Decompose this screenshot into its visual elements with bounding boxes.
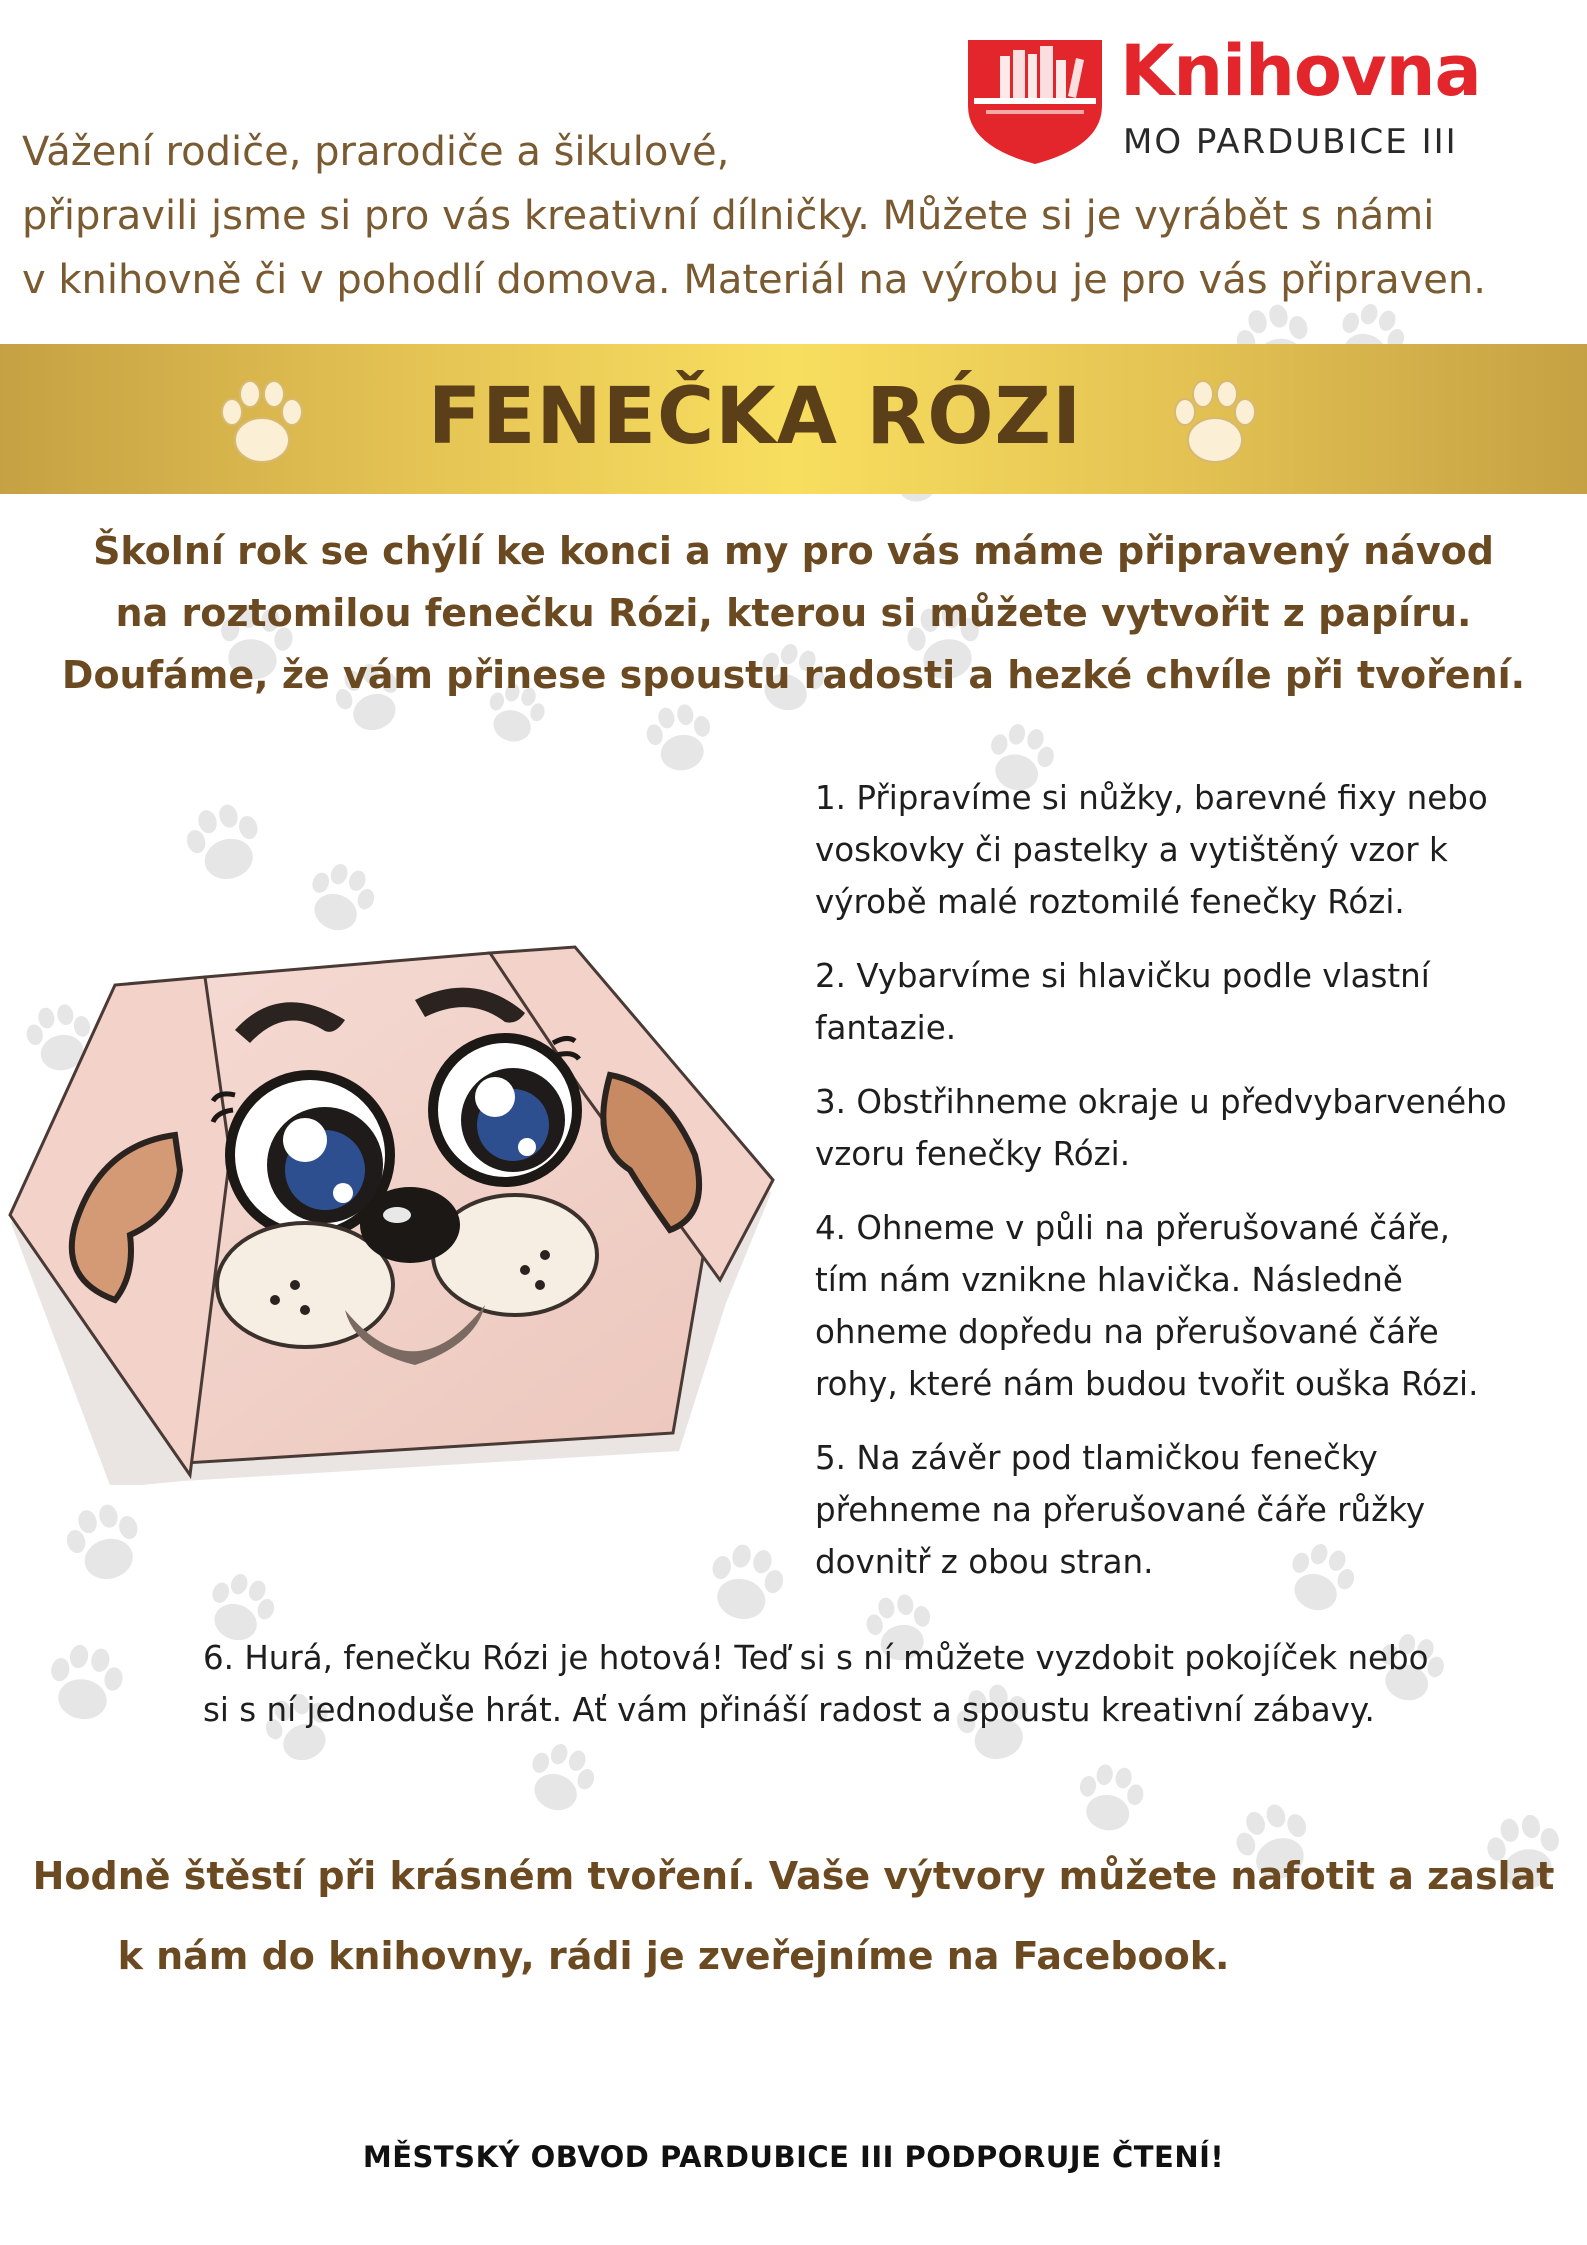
paw-icon (33, 1633, 137, 1737)
paw-icon (50, 1490, 160, 1600)
step-line: si s ní jednoduše hrát. Ať vám přináší radost a spoustu kreativní zábavy. (203, 1691, 1375, 1729)
step-6 (203, 1632, 1429, 1736)
step-line: fantazie. (815, 1009, 957, 1047)
step-line: rohy, které nám budou tvořit ouška Rózi. (815, 1365, 1479, 1403)
lead-line: Doufáme, že vám přinese spoustu radosti a hezké chvíle při tvoření. (61, 653, 1526, 697)
closing-line: Hodně štěstí při krásném tvoření. Vaše výtvory můžete nafotit a zaslat (32, 1854, 1555, 1898)
step-line: 6. Hurá, fenečku Rózi je hotová! Teď si s ní můžete vyzdobit pokojíček nebo (203, 1639, 1429, 1677)
step-line: 1. Připravíme si nůžky, barevné fixy nebo (815, 779, 1488, 817)
step-line: vzoru fenečky Rózi. (815, 1135, 1131, 1173)
lead-paragraph (0, 520, 1587, 706)
footer-slogan: MĚSTSKÝ OBVOD PARDUBICE III PODPORUJE ČTENÍ! (362, 2140, 1225, 2174)
step-line: 3. Obstřihneme okraje u předvybarveného (815, 1083, 1507, 1121)
logo-title: Knihovna (1120, 30, 1481, 112)
step-line: 4. Ohneme v půli na přerušované čáře, (815, 1209, 1451, 1247)
step-4 (815, 1202, 1478, 1410)
step-line: přehneme na přerušované čáře růžky (815, 1491, 1426, 1529)
step-line: tím nám vznikne hlavička. Následně (815, 1261, 1403, 1299)
page-title: FENEČKA RÓZI (427, 372, 1083, 462)
step-2 (815, 950, 1430, 1054)
closing-line: k nám do knihovny, rádi je zveřejníme na Facebook. (117, 1934, 1230, 1978)
step-line: 2. Vybarvíme si hlavičku podle vlastní (815, 957, 1430, 995)
intro-line: připravili jsme si pro vás kreativní dílničky. Můžete si je vyrábět s námi (22, 193, 1435, 239)
step-line: výrobě malé roztomilé fenečky Rózi. (815, 883, 1405, 921)
paw-icon (509, 1729, 612, 1832)
step-5 (815, 1432, 1425, 1588)
intro-paragraph (22, 120, 1562, 312)
paw-icon (634, 694, 727, 787)
intro-line: v knihovně či v pohodlí domova. Materiál na výrobu je pro vás připraven. (22, 257, 1486, 303)
paw-icon (170, 790, 280, 900)
paw-icon (1064, 1754, 1157, 1847)
logo-subtitle: MO PARDUBICE III (1123, 122, 1458, 162)
title-banner (0, 344, 1587, 494)
step-line: 5. Na závěr pod tlamičkou fenečky (815, 1439, 1378, 1477)
step-line: voskovky či pastelky a vytištěný vzor k (815, 831, 1448, 869)
step-line: ohneme dopředu na přerušované čáře (815, 1313, 1439, 1351)
closing-paragraph (0, 1836, 1587, 1996)
step-1 (815, 772, 1488, 928)
step-3 (815, 1076, 1507, 1180)
paw-icon (1165, 374, 1265, 474)
step-line: dovnitř z obou stran. (815, 1543, 1154, 1581)
lead-line: Školní rok se chýlí ke konci a my pro vás máme připravený návod (93, 529, 1494, 573)
intro-greeting: Vážení rodiče, prarodiče a šikulové, (22, 129, 730, 175)
lead-line: na roztomilou fenečku Rózi, kterou si můžete vytvořit z papíru. (115, 591, 1472, 635)
origami-dog-face-icon (5, 925, 775, 1485)
paw-icon (690, 1530, 800, 1640)
